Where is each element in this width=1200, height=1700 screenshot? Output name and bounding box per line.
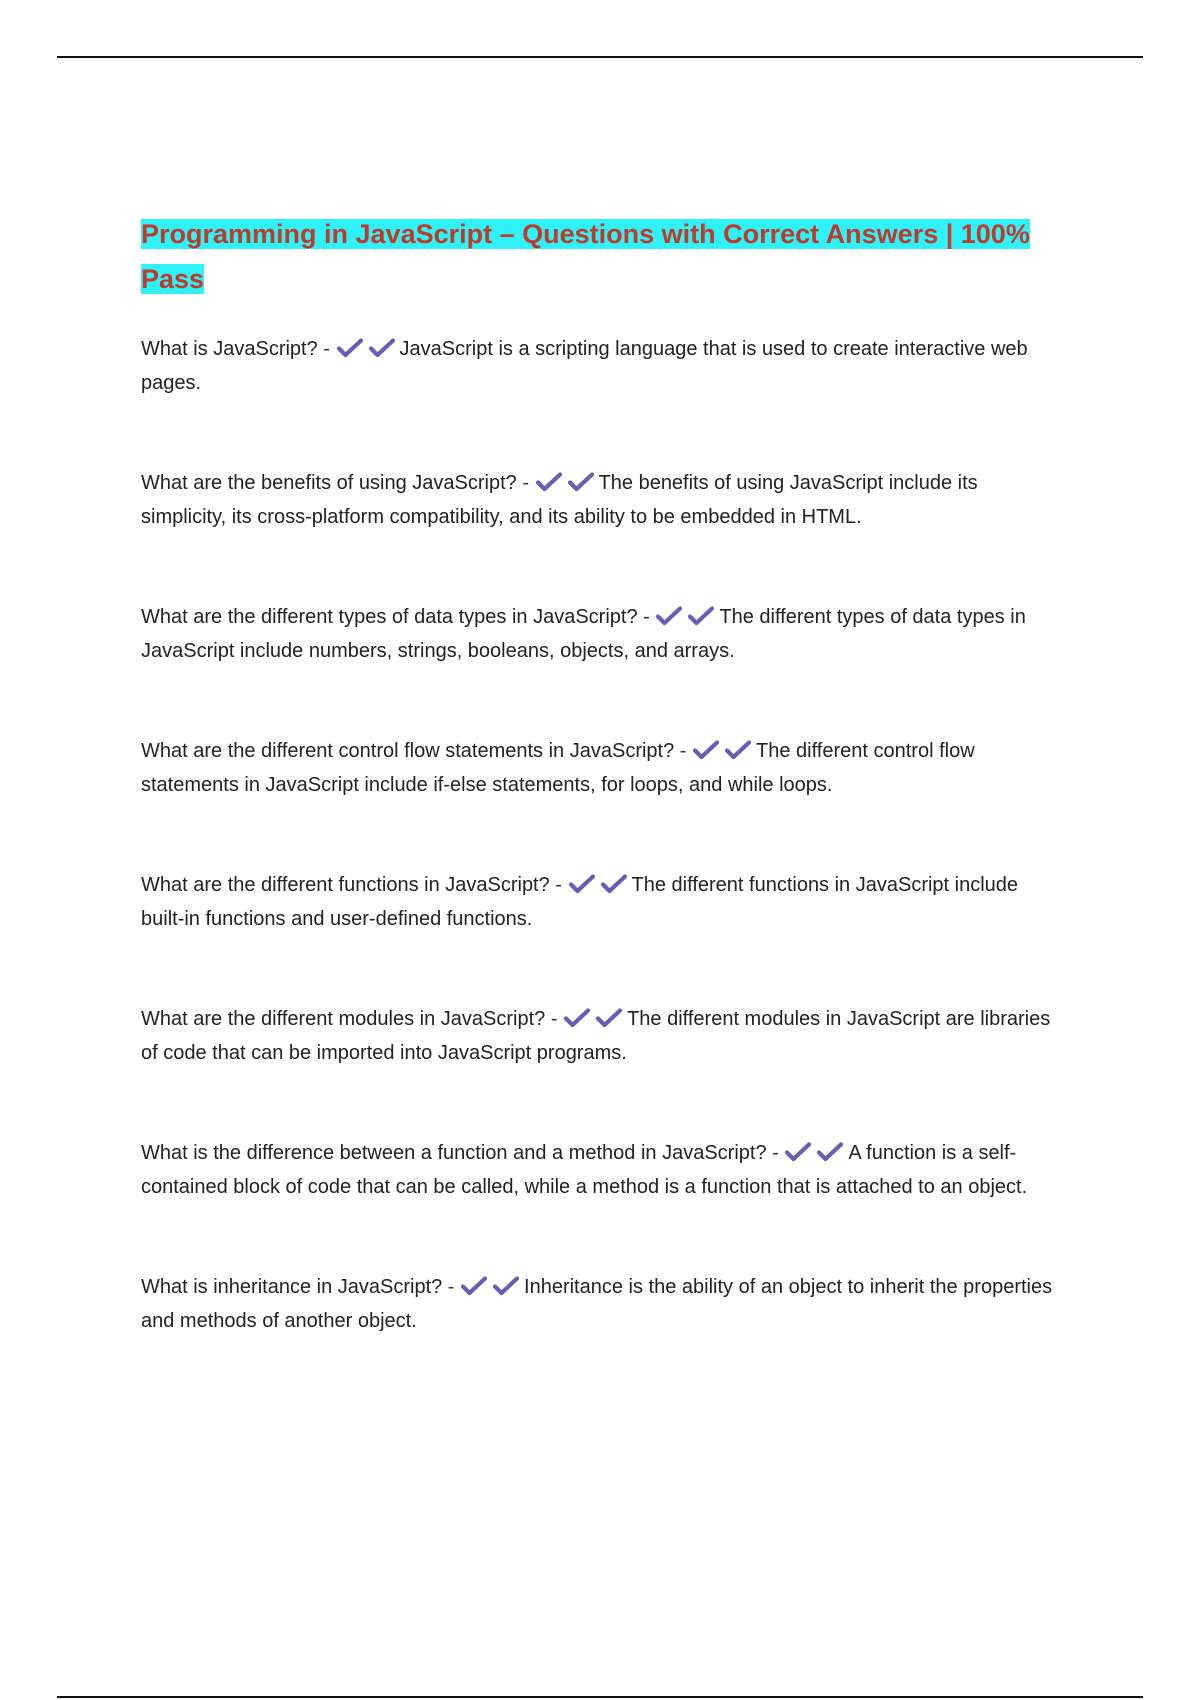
question-text: What is inheritance in JavaScript? — [141, 1276, 443, 1298]
question-text: What are the different control flow statements in JavaScript? — [141, 740, 675, 762]
qa-item — [141, 1136, 1061, 1204]
check-mark-icon — [568, 874, 596, 894]
document-title — [141, 212, 1061, 302]
check-mark-icon — [784, 1142, 812, 1162]
check-mark-icon — [336, 338, 364, 358]
answer-text: A function is a self-contained block of code that can be called, while a method is a function that is attached to an object. — [141, 1142, 1028, 1198]
answer-text: The different control flow statements in JavaScript include if-else statements, for loops, and while loops. — [141, 740, 975, 796]
title-highlight: Programming in JavaScript – Questions with Correct Answers | 100% Pass — [141, 219, 1030, 294]
qa-separator: - — [516, 472, 535, 494]
question-text: What are the different functions in JavaScript? — [141, 874, 550, 896]
check-mark-icon — [687, 606, 715, 626]
qa-list — [141, 332, 1061, 1338]
question-text: What are the different modules in JavaScript? — [141, 1008, 546, 1030]
qa-item — [141, 1002, 1061, 1070]
qa-separator: - — [545, 1008, 564, 1030]
check-mark-icon — [368, 338, 396, 358]
qa-item — [141, 1270, 1061, 1338]
check-mark-icon — [692, 740, 720, 760]
qa-item — [141, 466, 1061, 534]
answer-text: The different functions in JavaScript include built-in functions and user-defined functions. — [141, 874, 1019, 930]
check-mark-icon — [535, 472, 563, 492]
qa-item — [141, 332, 1061, 400]
check-mark-icon — [655, 606, 683, 626]
answer-text: JavaScript is a scripting language that is used to create interactive web pages. — [141, 338, 1028, 394]
qa-separator: - — [766, 1142, 785, 1164]
qa-item — [141, 868, 1061, 936]
check-mark-icon — [724, 740, 752, 760]
check-mark-icon — [492, 1276, 520, 1296]
answer-text: The different types of data types in JavaScript include numbers, strings, booleans, objects, and arrays. — [141, 606, 1026, 662]
qa-separator: - — [442, 1276, 461, 1298]
check-mark-icon — [567, 472, 595, 492]
qa-separator: - — [549, 874, 568, 896]
check-mark-icon — [595, 1008, 623, 1028]
qa-separator: - — [674, 740, 693, 762]
check-mark-icon — [600, 874, 628, 894]
answer-text: Inheritance is the ability of an object to inherit the properties and methods of another object. — [141, 1276, 1053, 1332]
check-mark-icon — [460, 1276, 488, 1296]
top-rule — [57, 56, 1143, 58]
question-text: What are the different types of data types in JavaScript? — [141, 606, 638, 628]
qa-item — [141, 600, 1061, 668]
check-mark-icon — [816, 1142, 844, 1162]
question-text: What are the benefits of using JavaScript? — [141, 472, 517, 494]
qa-separator: - — [317, 338, 336, 360]
qa-item — [141, 734, 1061, 802]
check-mark-icon — [563, 1008, 591, 1028]
question-text: What is JavaScript? — [141, 338, 318, 360]
question-text: What is the difference between a function and a method in JavaScript? — [141, 1142, 767, 1164]
answer-text: The different modules in JavaScript are libraries of code that can be imported into JavaScript programs. — [141, 1008, 1051, 1064]
bottom-rule — [57, 1696, 1143, 1698]
answer-text: The benefits of using JavaScript include its simplicity, its cross-platform compatibility, and its ability to be embedded in HTML. — [141, 472, 978, 528]
qa-separator: - — [637, 606, 656, 628]
document-body — [141, 212, 1061, 1404]
